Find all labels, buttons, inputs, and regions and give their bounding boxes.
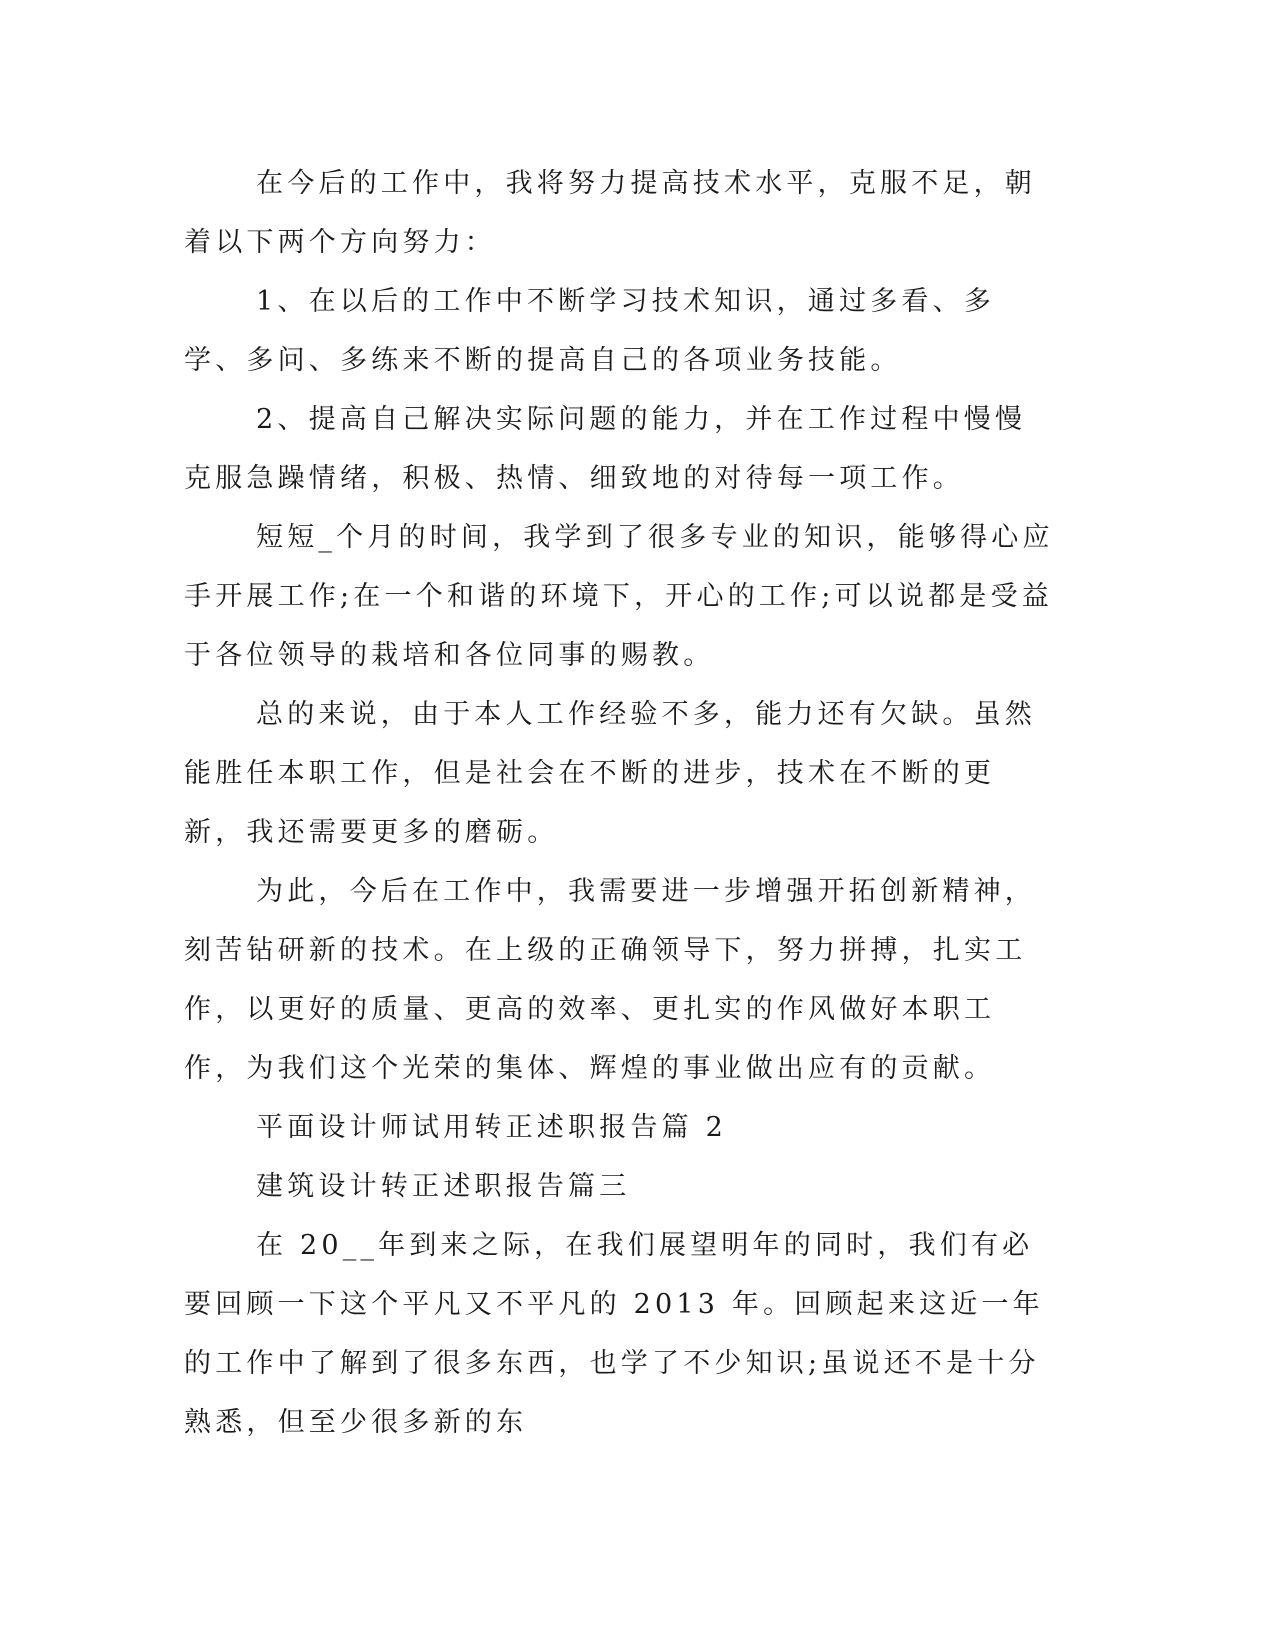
paragraph-overall: 总的来说，由于本人工作经验不多，能力还有欠缺。虽然能胜任本职工作，但是社会在不断的进步，技术在不断的更新，我还需要更多的磨砺。: [184, 699, 1036, 848]
section-heading-2: 平面设计师试用转正述职报告篇 2: [256, 1112, 727, 1143]
paragraph-point-1: 1、在以后的工作中不断学习技术知识，通过多看、多学、多问、多练来不断的提高自己的各项业务技能。: [184, 286, 995, 376]
document-body: [184, 154, 1054, 1452]
paragraph-point-2: 2、提高自己解决实际问题的能力，并在工作过程中慢慢克服急躁情绪，积极、热情、细致地的对待每一项工作。: [184, 404, 1027, 494]
paragraph-future: 为此，今后在工作中，我需要进一步增强开拓创新精神，刻苦钻研新的技术。在上级的正确领导下，努力拼搏，扎实工作，以更好的质量、更高的效率、更扎实的作风做好本职工作，为我们这个光荣的集体、辉煌的事业做出应有的贡献。: [184, 876, 1036, 1084]
section-heading-3: 建筑设计转正述职报告篇三: [256, 1171, 631, 1202]
paragraph-improvement-intro: 在今后的工作中，我将努力提高技术水平，克服不足，朝着以下两个方向努力：: [184, 168, 1036, 258]
paragraph-year-review: 在 20__年到来之际，在我们展望明年的同时，我们有必要回顾一下这个平凡又不平凡的 2013 年。回顾起来这近一年的工作中了解到了很多东西，也学了不少知识;虽说还不是十分熟悉，但至少很多新的东: [184, 1230, 1044, 1438]
paragraph-months-summary: 短短_个月的时间，我学到了很多专业的知识，能够得心应手开展工作;在一个和谐的环境下，开心的工作;可以说都是受益于各位领导的栽培和各位同事的赐教。: [184, 522, 1054, 671]
